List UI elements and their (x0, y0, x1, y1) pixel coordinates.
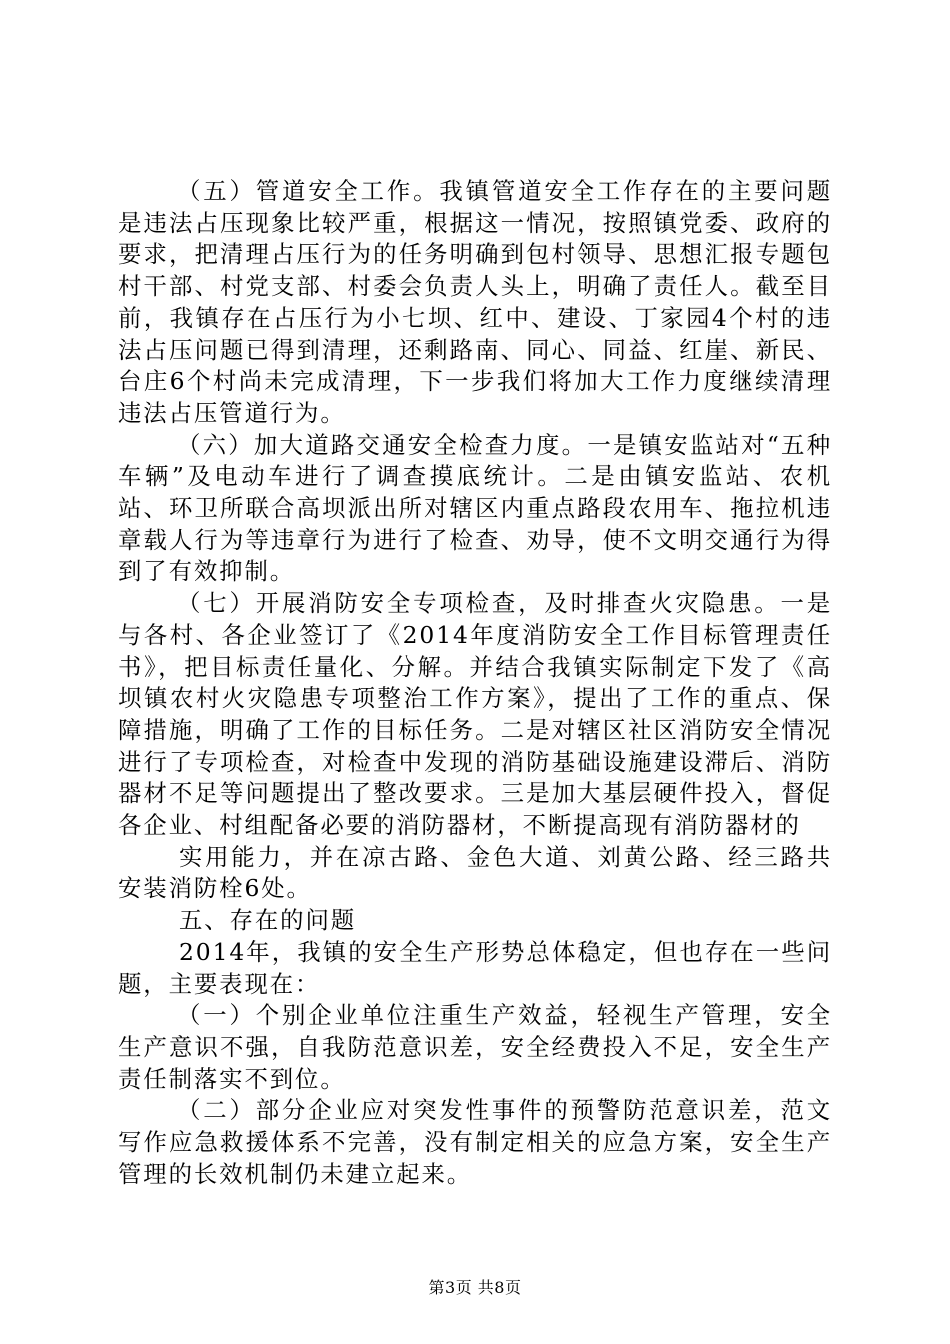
page-number-footer: 第3页 共8页 (428, 1278, 522, 1297)
paragraph-road-traffic-safety: （六）加大道路交通安全检查力度。一是镇安监站对“五种车辆”及电动车进行了调查摸底统计。二是由镇安监站、农机站、环卫所联合高坝派出所对辖区内重点路段农用车、拖拉机违章载人行为等违章行为进行了检查、劝导，使不文明交通行为得到了有效抑制。 (118, 430, 832, 586)
paragraph-fire-safety-inspection: （七）开展消防安全专项检查，及时排查火灾隐患。一是与各村、各企业签订了《2014年度消防安全工作目标管理责任书》，把目标责任量化、分解。并结合我镇实际制定下发了《高坝镇农村火灾隐患专项整治工作方案》，提出了工作的重点、保障措施，明确了工作的目标任务。二是对辖区社区消防安全情况进行了专项检查，对检查中发现的消防基础设施建设滞后、消防器材不足等问题提出了整改要求。三是加大基层硬件投入，督促各企业、村组配备必要的消防器材，不断提高现有消防器材的 (118, 589, 832, 840)
paragraph-pipeline-safety: （五）管道安全工作。我镇管道安全工作存在的主要问题是违法占压现象比较严重，根据这一情况，按照镇党委、政府的要求，把清理占压行为的任务明确到包村领导、思想汇报专题包村干部、村党支部、村委会负责人头上，明确了责任人。截至目前，我镇存在占压行为小七坝、红中、建设、丁家园4个村的违法占压问题已得到清理，还剩路南、同心、同益、红崖、新民、台庄6个村尚未完成清理，下一步我们将加大工作力度继续清理违法占压管道行为。 (118, 177, 832, 427)
paragraph-problem-one: （一）个别企业单位注重生产效益，轻视生产管理，安全生产意识不强，自我防范意识差，安全经费投入不足，安全生产责任制落实不到位。 (118, 1001, 832, 1093)
document-body (118, 176, 832, 1191)
paragraph-problems-intro: 2014年，我镇的安全生产形势总体稳定，但也存在一些问题，主要表现在： (118, 937, 832, 998)
paragraph-problem-two: （二）部分企业应对突发性事件的预警防范意识差，范文写作应急救援体系不完善，没有制定相关的应急方案，安全生产管理的长效机制仍未建立起来。 (118, 1096, 832, 1188)
paragraph-fire-hydrant-installation: 实用能力，并在凉古路、金色大道、刘黄公路、经三路共安装消防栓6处。 (118, 842, 832, 903)
section-heading-existing-problems: 五、存在的问题 (179, 906, 357, 935)
